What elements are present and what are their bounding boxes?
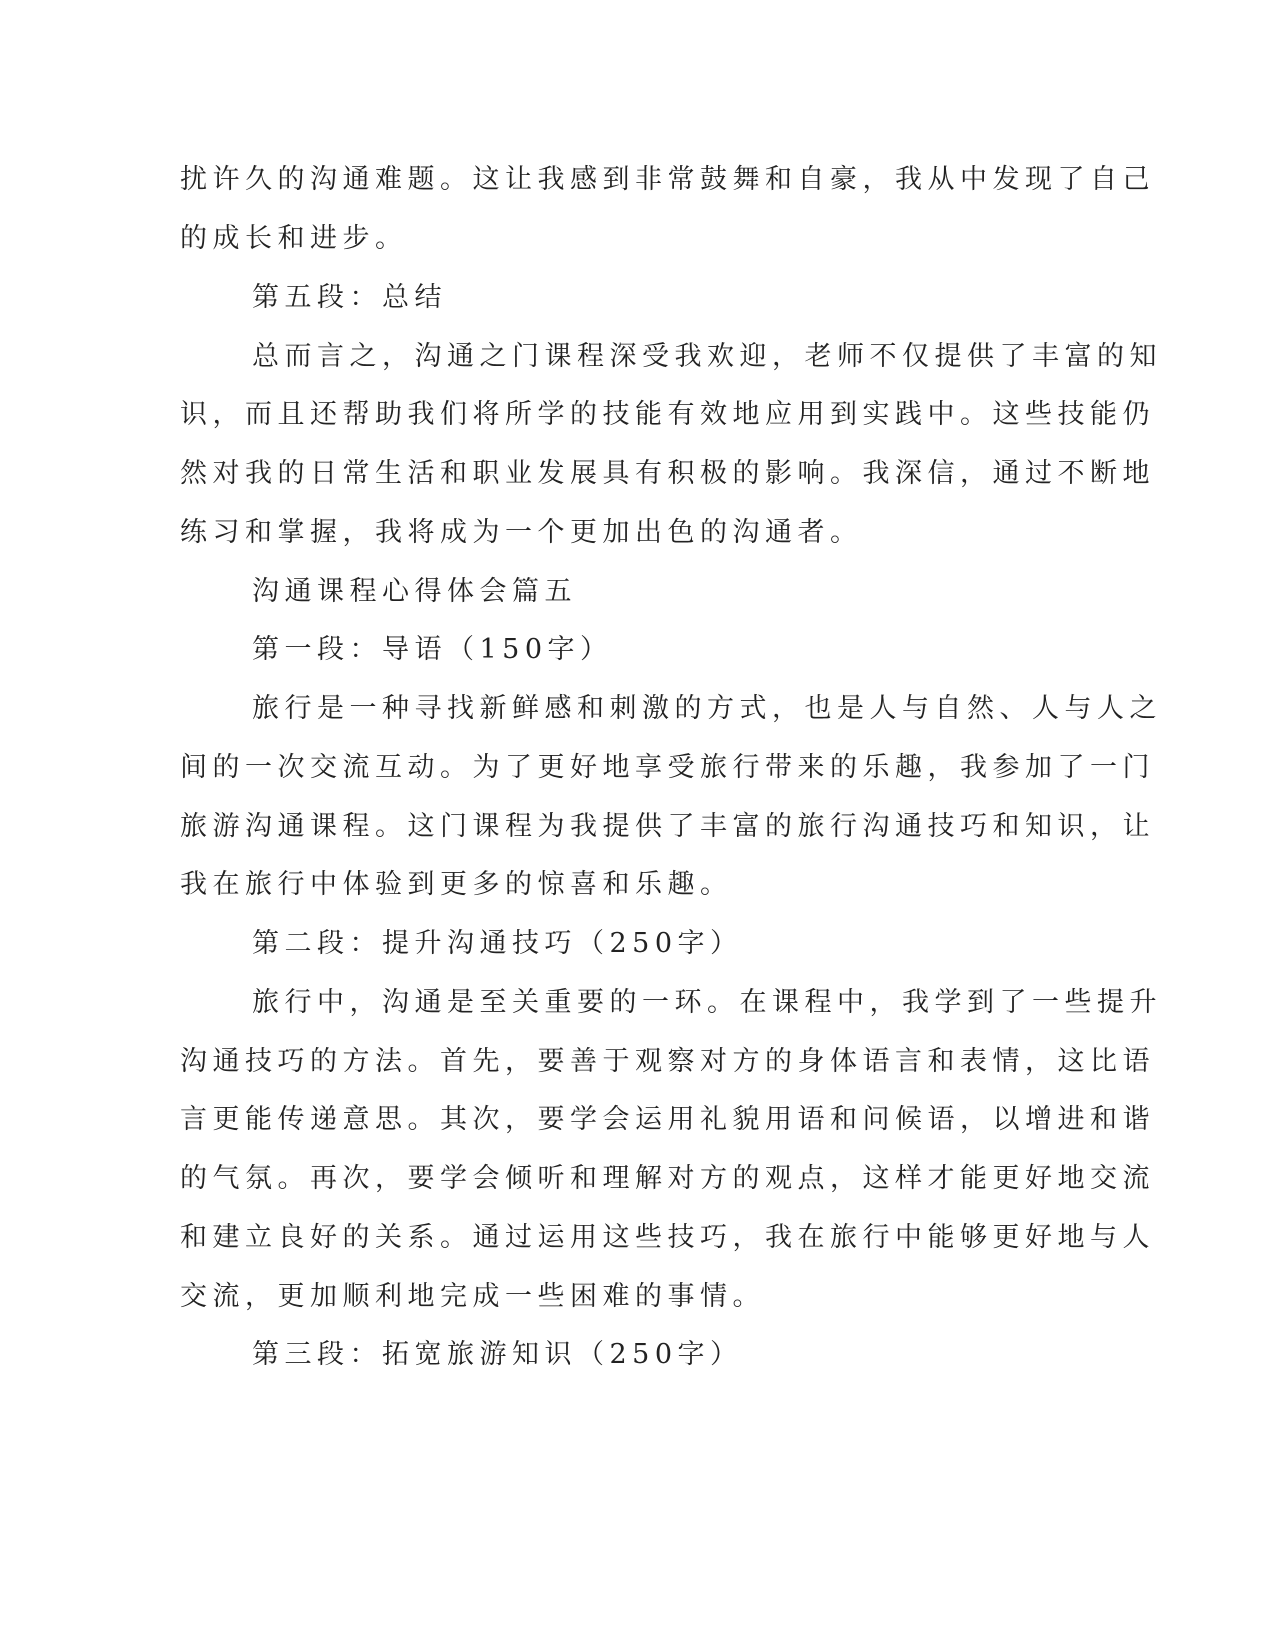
section-heading: 第三段：拓宽旅游知识（250字）: [252, 1339, 743, 1370]
body-text-line: 练习和掌握，我将成为一个更加出色的沟通者。: [180, 517, 863, 548]
body-text-line: 言更能传递意思。其次，要学会运用礼貌用语和问候语，以增进和谐: [180, 1104, 1155, 1135]
body-text-line: 的气氛。再次，要学会倾听和理解对方的观点，这样才能更好地交流: [180, 1163, 1155, 1194]
body-text-line: 的成长和进步。: [180, 223, 408, 254]
body-text-line: 旅游沟通课程。这门课程为我提供了丰富的旅行沟通技巧和知识，让: [180, 811, 1155, 842]
section-heading: 第一段：导语（150字）: [252, 634, 613, 665]
body-text-line: 然对我的日常生活和职业发展具有积极的影响。我深信，通过不断地: [180, 458, 1155, 489]
body-text-line: 旅行中，沟通是至关重要的一环。在课程中，我学到了一些提升: [252, 987, 1162, 1018]
body-text-line: 总而言之，沟通之门课程深受我欢迎，老师不仅提供了丰富的知: [252, 341, 1162, 372]
body-text-line: 间的一次交流互动。为了更好地享受旅行带来的乐趣，我参加了一门: [180, 752, 1155, 783]
body-text-line: 扰许久的沟通难题。这让我感到非常鼓舞和自豪，我从中发现了自己: [180, 164, 1155, 195]
body-text-line: 旅行是一种寻找新鲜感和刺激的方式，也是人与自然、人与人之: [252, 693, 1162, 724]
body-text-line: 识，而且还帮助我们将所学的技能有效地应用到实践中。这些技能仍: [180, 399, 1155, 430]
section-heading: 第二段：提升沟通技巧（250字）: [252, 928, 743, 959]
body-text-line: 交流，更加顺利地完成一些困难的事情。: [180, 1281, 765, 1312]
body-text-line: 我在旅行中体验到更多的惊喜和乐趣。: [180, 869, 733, 900]
section-heading: 第五段：总结: [252, 282, 447, 313]
body-text-line: 沟通技巧的方法。首先，要善于观察对方的身体语言和表情，这比语: [180, 1046, 1155, 1077]
article-title: 沟通课程心得体会篇五: [252, 576, 577, 607]
body-text-line: 和建立良好的关系。通过运用这些技巧，我在旅行中能够更好地与人: [180, 1222, 1155, 1253]
